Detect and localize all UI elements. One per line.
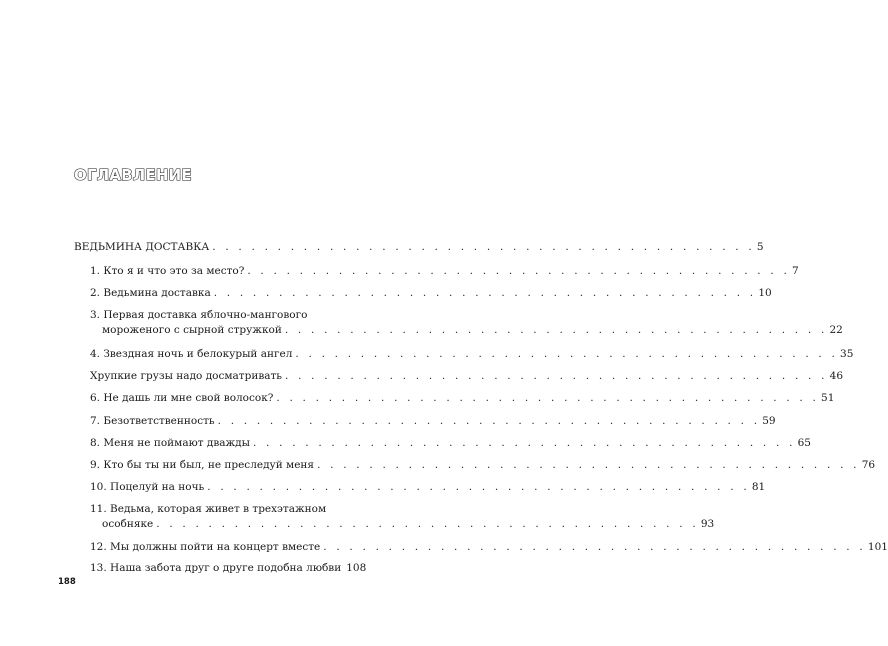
toc-entry[interactable] <box>90 414 776 428</box>
toc-entry[interactable] <box>90 436 811 450</box>
toc-entry-label: 12. Мы должны пойти на концерт вместе <box>90 541 321 553</box>
toc-entry-label: 6. Не дашь ли мне свой волосок? <box>90 392 274 404</box>
toc-entry[interactable] <box>90 540 888 554</box>
toc-leader: . . . . . . . . . . . . . . . . . . . . . . . . . . . . . . . . . . . . . . . . . . <box>212 241 755 253</box>
toc-entry[interactable] <box>90 347 854 361</box>
toc-entry-label: 1. Кто я и что это за место? <box>90 265 245 277</box>
toc-leader: . . . . . . . . . . . . . . . . . . . . . . . . . . . . . . . . . . . . . . . . . . <box>217 415 761 427</box>
toc-entry-label: ВЕДЬМИНА ДОСТАВКА <box>74 241 210 253</box>
toc-entry[interactable] <box>90 369 844 383</box>
toc-page-number: 59 <box>762 415 776 427</box>
toc-page-number: 5 <box>756 241 764 253</box>
toc-entry[interactable] <box>90 480 766 494</box>
toc-page-number: 7 <box>791 265 799 277</box>
toc-entry-label-line1[interactable]: 11. Ведьма, которая живет в трехэтажном <box>90 503 327 515</box>
toc-page-number: 76 <box>861 459 876 471</box>
toc-entry-part[interactable] <box>74 240 764 254</box>
toc-leader: . . . . . . . . . . . . . . . . . . . . . . . . . . . . . . . . . . . . . . . . . . <box>252 437 796 449</box>
toc-leader: . . . . . . . . . . . . . . . . . . . . . . . . . . . . . . . . . . . . . . . . . . <box>285 370 828 382</box>
toc-page-number: 35 <box>840 348 854 360</box>
toc-entry[interactable] <box>90 264 799 278</box>
toc-page-number: 51 <box>821 392 835 404</box>
toc-leader: . . . . . . . . . . . . . . . . . . . . . . . . . . . . . . . . . . . . . . . . . . <box>213 287 757 299</box>
toc-entry[interactable] <box>102 323 843 337</box>
toc-leader: . . . . . . . . . . . . . . . . . . . . . . . . . . . . . . . . . . . . . . . . . . <box>295 348 839 360</box>
toc-page-number: 10 <box>758 287 772 299</box>
toc-entry-label: 9. Кто бы ты ни был, не преследуй меня <box>90 459 315 471</box>
toc-entry-label: 2. Ведьмина доставка <box>90 287 211 299</box>
toc-page-number: 108 <box>346 562 367 574</box>
toc-page-number: 93 <box>700 518 715 530</box>
toc-entry[interactable] <box>102 517 715 531</box>
toc-entry[interactable] <box>90 458 876 472</box>
toc-entry-label: мороженого с сырной стружкой <box>102 324 282 336</box>
toc-entry[interactable] <box>90 286 772 300</box>
toc-leader: . . . . . . . . . . . . . . . . . . . . . . . . . . . . . . . . . . . . . . . . . . <box>323 541 866 553</box>
toc-heading: ОГЛАВЛЕНИЕ <box>74 166 192 184</box>
toc-page-number: 101 <box>867 541 888 553</box>
toc-page-number: 65 <box>797 437 811 449</box>
toc-entry-label: 13. Наша забота друг о друге подобна любви <box>90 562 342 574</box>
toc-leader: . . . . . . . . . . . . . . . . . . . . . . . . . . . . . . . . . . . . . . . . . . <box>317 459 860 471</box>
toc-page-number: 22 <box>829 324 843 336</box>
toc-entry-label: особняке <box>102 518 154 530</box>
toc-entry-label: 10. Поцелуй на ночь <box>90 481 205 493</box>
toc-leader: . . . . . . . . . . . . . . . . . . . . . . . . . . . . . . . . . . . . . . . . . . <box>276 392 820 404</box>
toc-entry-label: 7. Безответственность <box>90 415 215 427</box>
toc-leader: . . . . . . . . . . . . . . . . . . . . . . . . . . . . . . . . . . . . . . . . . . <box>207 481 750 493</box>
toc-entry-label: 8. Меня не поймают дважды <box>90 437 250 449</box>
toc-entry-label-line1[interactable]: 3. Первая доставка яблочно-мангового <box>90 309 308 321</box>
page-number-folio: 188 <box>58 577 76 587</box>
toc-entry-label: Хрупкие грузы надо досматривать <box>90 370 283 382</box>
toc-entry-label: 4. Звездная ночь и белокурый ангел <box>90 348 293 360</box>
toc-page-number: 81 <box>751 481 766 493</box>
toc-page-number: 46 <box>829 370 844 382</box>
toc-leader: . . . . . . . . . . . . . . . . . . . . . . . . . . . . . . . . . . . . . . . . . . <box>156 518 699 530</box>
toc-leader: . . . . . . . . . . . . . . . . . . . . . . . . . . . . . . . . . . . . . . . . . . <box>284 324 828 336</box>
toc-leader: . . . . . . . . . . . . . . . . . . . . . . . . . . . . . . . . . . . . . . . . . . <box>247 265 790 277</box>
toc-entry[interactable] <box>90 391 835 405</box>
toc-entry[interactable] <box>90 561 367 575</box>
